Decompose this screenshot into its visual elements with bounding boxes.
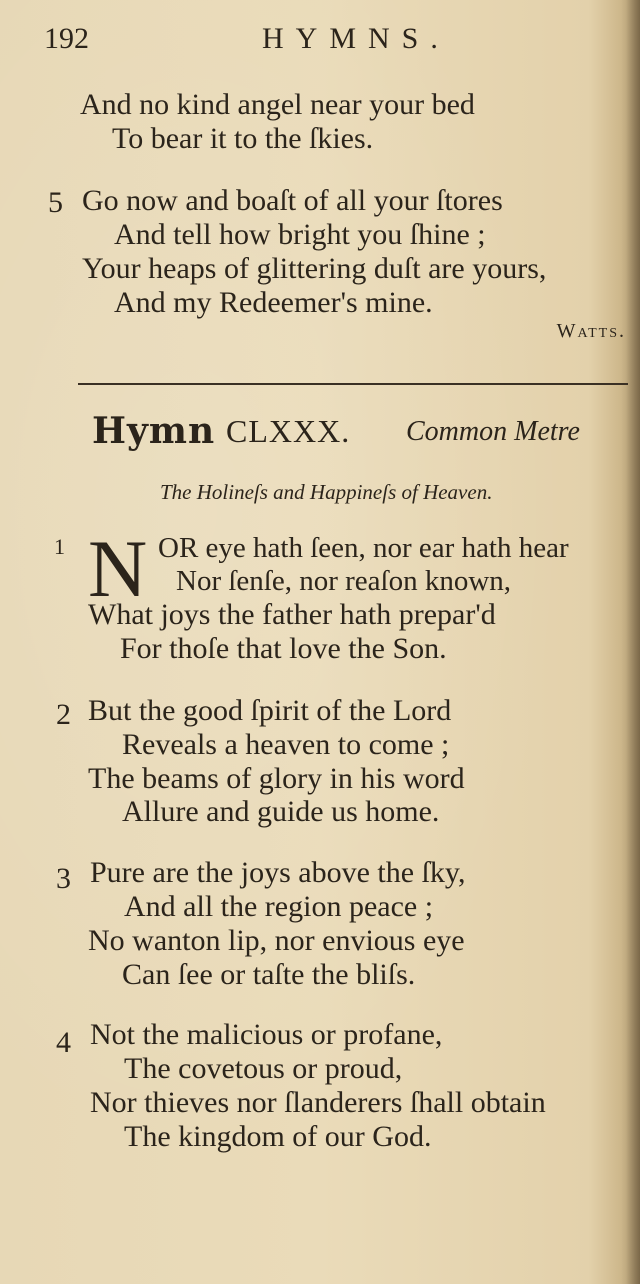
verse-line: Go now and boaſt of all your ſtores bbox=[82, 184, 503, 217]
verse-line: For thoſe that love the Son. bbox=[120, 632, 447, 665]
stanza-number: 2 bbox=[56, 698, 71, 731]
verse-line: And no kind angel near your bed bbox=[80, 88, 475, 121]
verse-line: Nor ſenſe, nor reaſon known, bbox=[176, 565, 512, 597]
verse-line: And all the region peace ; bbox=[124, 890, 434, 923]
stanza-number: 1 bbox=[54, 534, 65, 559]
verse-line: Your heaps of glittering duſt are yours, bbox=[82, 252, 547, 285]
stanza-number: 3 bbox=[56, 862, 71, 895]
section-divider bbox=[78, 383, 628, 385]
verse-line: The covetous or proud, bbox=[124, 1052, 403, 1085]
verse-line: Reveals a heaven to come ; bbox=[122, 728, 450, 761]
verse-line: What joys the father hath prepar'd bbox=[88, 598, 496, 631]
verse-line: Nor thieves nor ſlanderers ſhall obtain bbox=[90, 1086, 546, 1119]
verse-line: But the good ſpirit of the Lord bbox=[88, 694, 452, 727]
verse-line: Can ſee or taſte the bliſs. bbox=[122, 958, 416, 991]
running-head: HYMNS. bbox=[262, 22, 450, 55]
verse-line: And my Redeemer's mine. bbox=[114, 286, 433, 319]
stanza-number: 5 bbox=[48, 186, 63, 219]
hymn-metre: Common Metre bbox=[406, 416, 580, 447]
verse-line: To bear it to the ſkies. bbox=[112, 122, 374, 155]
verse-line: Allure and guide us home. bbox=[122, 795, 440, 828]
verse-line: Not the malicious or profane, bbox=[90, 1018, 443, 1051]
stanza-number: 4 bbox=[56, 1026, 71, 1059]
drop-cap: N bbox=[88, 523, 148, 614]
verse-line: And tell how bright you ſhine ; bbox=[114, 218, 486, 251]
verse-line: No wanton lip, nor envious eye bbox=[88, 924, 465, 957]
page-edge-shadow bbox=[626, 0, 640, 1284]
hymn-number: CLXXX. bbox=[226, 413, 351, 449]
verse-line: Pure are the joys above the ſky, bbox=[90, 856, 466, 889]
author-attribution: Watts. bbox=[556, 320, 626, 342]
verse-line: OR eye hath ſeen, nor ear hath hear bbox=[158, 532, 569, 564]
hymn-label: Hymn bbox=[92, 410, 216, 452]
page-number: 192 bbox=[44, 22, 89, 55]
hymn-subject: The Holineſs and Happineſs of Heaven. bbox=[160, 480, 493, 504]
verse-line: The beams of glory in his word bbox=[88, 762, 465, 795]
verse-line: The kingdom of our God. bbox=[124, 1120, 432, 1153]
